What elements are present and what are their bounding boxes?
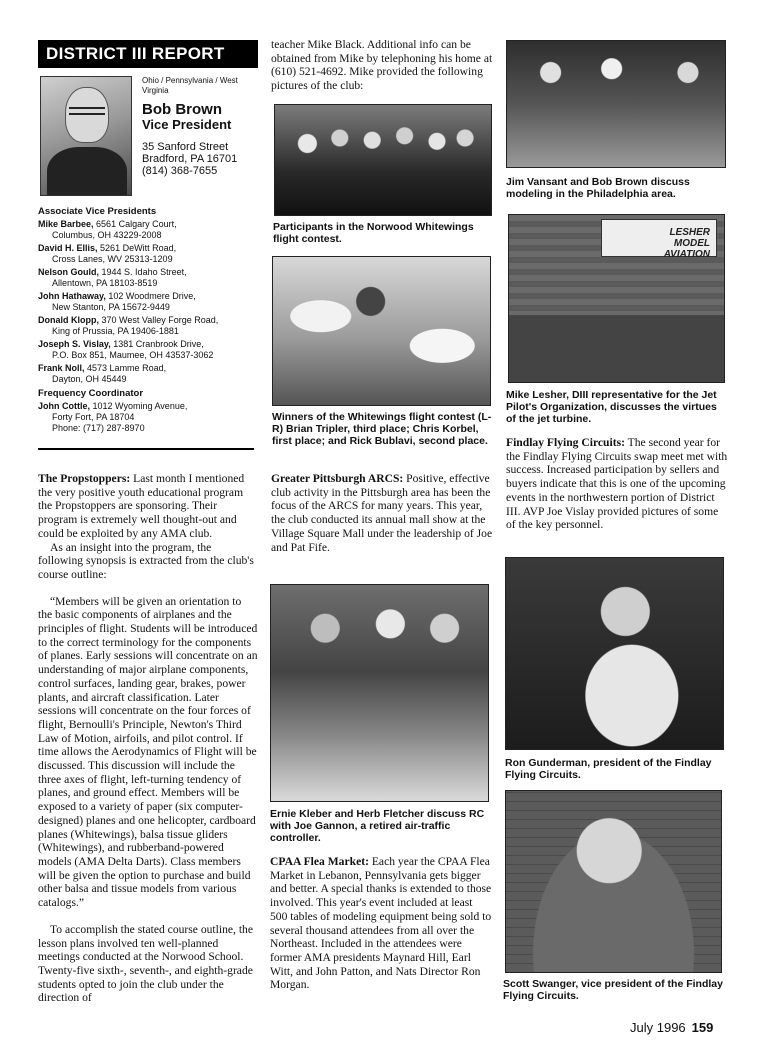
left-column <box>38 40 258 1005</box>
photo-vansant-brown <box>506 40 726 168</box>
vp-title: Vice President <box>142 117 232 132</box>
vp-name: Bob Brown <box>142 101 222 118</box>
avp-entry: Frank Noll, 4573 Lamme Road, Dayton, OH 45449 <box>38 363 167 384</box>
paragraph: To accomplish the stated course outline, the lesson plans involved ten well-planned meetings conducted at the Norwood School. Twenty-five sixth-, seventh-, and eighth-grade students opted to join the club under the direction of <box>38 922 253 1005</box>
caption-lesher: Mike Lesher, DIII representative for the Jet Pilot's Organization, discusses the virtues of the jet turbine. <box>506 389 717 425</box>
issue-date: July 1996 <box>630 1020 686 1035</box>
avp-entry: Donald Klopp, 370 West Valley Forge Road, King of Prussia, PA 19406-1881 <box>38 315 219 336</box>
propstoppers-article <box>38 472 258 1005</box>
frequency-coordinator: John Cottle, 1012 Wyoming Avenue, Forty Fort, PA 18704 Phone: (717) 287-8970 <box>38 401 188 433</box>
avp-entry: David H. Ellis, 5261 DeWitt Road, Cross Lanes, WV 25313-1209 <box>38 243 177 264</box>
paragraph: The Propstoppers: Last month I mentioned the very positive youth educational program the Propstoppers are sponsoring. Their program is extremely well thought-out and could be exploited by any AMA club. <box>38 472 245 540</box>
avp-entry: Joseph S. Vislay, 1381 Cranbrook Drive, P.O. Box 851, Maumee, OH 43537-3062 <box>38 339 214 360</box>
club-intro: teacher Mike Black. Additional info can be obtained from Mike by telephoning his home at (610) 521-4692. Mike provided the following pictures of the club: <box>271 38 493 93</box>
caption-gunderman: Ron Gunderman, president of the Findlay Flying Circuits. <box>505 757 712 781</box>
vp-portrait <box>40 76 132 196</box>
caption-swanger: Scott Swanger, vice president of the Findlay Flying Circuits. <box>503 978 723 1002</box>
caption-kleber-fletcher: Ernie Kleber and Herb Fletcher discuss RC with Joe Gannon, a retired air-traffic controller. <box>270 808 485 844</box>
caption-vansant-brown: Jim Vansant and Bob Brown discuss modeling in the Philadelphia area. <box>506 176 690 200</box>
vp-block <box>38 72 258 200</box>
paragraph: As an insight into the program, the following synopsis is extracted from the club's course outline: <box>38 540 254 581</box>
district-header: DISTRICT III REPORT <box>38 40 258 68</box>
cpaa-article: CPAA Flea Market: Each year the CPAA Flea Market in Lebanon, Pennsylvania gets bigger and better. A special thanks is extended to those involved. This year's event included at least 500 tables of modeling equipment being sold to several thousand attendees from all over the Northeast. Included in the attendees were former AMA presidents Maynard Hill, Earl Witt, and John Patton, and Nats Director Ron Morgan. <box>270 855 492 992</box>
photo-winners <box>272 256 491 406</box>
avp-entry: Mike Barbee, 6561 Calgary Court, Columbus, OH 43229-2008 <box>38 219 177 240</box>
caption-winners: Winners of the Whitewings flight contest (L-R) Brian Tripler, third place; Chris Korbel, first place; and Rick Bublavi, second place. <box>272 411 492 447</box>
photo-participants <box>274 104 492 216</box>
course-quote: “Members will be given an orientation to the basic components of airplanes and the principles of flight. Students will be introduced to the correct terminology for the components of planes. Early sessions will concentrate on an understanding of major airplane components, control surfaces, landing gear, brakes, power plants, and aircraft classification. Later sessions will concentrate on the four forces of flight, Bernoulli's Principle, Newton's Third Law of Motion, airfoils, and pilot control. If time allows the Aerodynamics of Flight will be discussed. This discussion will include the three axes of flight, left-turning tendency of planes, and ground effect. Members will be exposed to a variety of paper (six computer-designed) planes and one helicopter, cardboard planes (Whitewings), balsa tissue gliders (Whitewings), and rubberband-powered models (AMA Delta Darts). Class members will be given the option to purchase and build other balsa and tissue models from various catalogs.” <box>38 594 258 910</box>
photo-lesher <box>508 214 725 383</box>
avp-entry: Nelson Gould, 1944 S. Idaho Street, Allentown, PA 18103-8519 <box>38 267 187 288</box>
avp-heading: Associate Vice Presidents <box>38 206 157 217</box>
photo-kleber-fletcher <box>270 584 489 802</box>
vp-address: 35 Sanford Street Bradford, PA 16701 (814) 368-7655 <box>142 141 238 177</box>
avp-list <box>38 219 258 385</box>
caption-participants: Participants in the Norwood Whitewings flight contest. <box>273 221 474 245</box>
findlay-article: Findlay Flying Circuits: The second year for the Findlay Flying Circuits swap meet met with success. Increased participation by sellers and buyers indicate that this is one of the upcoming events in the northwestern portion of District III. AVP Joe Vislay provided pictures of some of the key personnel. <box>506 436 728 532</box>
page-number: 159 <box>691 1020 714 1035</box>
avp-entry: John Hathaway, 102 Woodmere Drive, New Stanton, PA 15672-9449 <box>38 291 196 312</box>
page-footer <box>630 1020 713 1035</box>
vp-region: Ohio / Pennsylvania / West Virginia <box>142 76 238 95</box>
divider <box>38 448 254 450</box>
photo-swanger <box>505 790 722 973</box>
photo-gunderman <box>505 557 724 750</box>
arcs-article: Greater Pittsburgh ARCS: Positive, effective club activity in the Pittsburgh area has been the focus of the ARCS for many years. This year, the club conducted its annual mall show at the Village Square Mall under the leadership of Joe and Pat Fife. <box>271 472 493 554</box>
lesher-banner: LESHER MODEL AVIATION <box>601 219 717 257</box>
frequency-heading: Frequency Coordinator <box>38 388 144 399</box>
